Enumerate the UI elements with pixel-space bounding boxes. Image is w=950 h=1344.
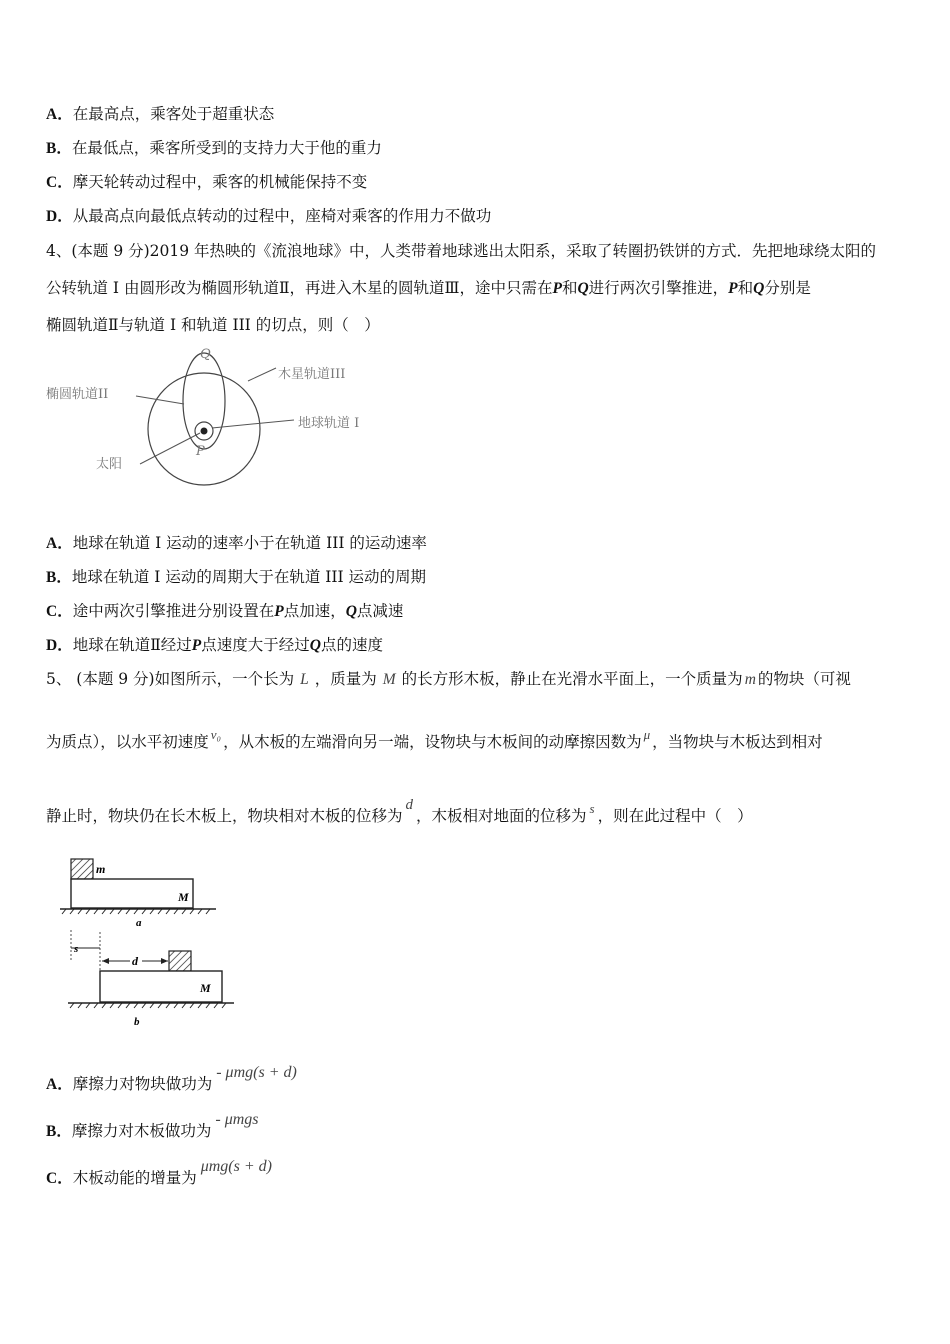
option-text: 地球在轨道 I 运动的速率小于在轨道 III 的运动速率 [72, 534, 427, 552]
option-text: 摩擦力对物块做功为 [72, 1075, 213, 1093]
q3-option-d [46, 204, 491, 226]
q5-stem-line-3 [46, 797, 753, 826]
option-text: 点减速 [356, 602, 404, 620]
q4-option-a [46, 531, 427, 553]
q4-option-c [46, 599, 403, 621]
option-text: 木板动能的增量为 [72, 1169, 197, 1187]
label-q: Q [200, 347, 211, 362]
point-p: P [191, 637, 202, 654]
q5-text: 5、 (本题 9 分)如图所示，一个长为 [46, 670, 295, 688]
formula-b: - μmgs [215, 1111, 259, 1128]
q5-option-a [46, 1064, 297, 1094]
option-text: 摩擦力对木板做功为 [71, 1122, 212, 1140]
earth-leader [212, 420, 294, 428]
q4-option-b [46, 565, 426, 587]
q3-option-c [46, 170, 367, 192]
option-text: 在最高点，乘客处于超重状态 [72, 105, 275, 123]
option-text: 摩天轮转动过程中，乘客的机械能保持不变 [72, 173, 368, 191]
var-l: L [300, 671, 309, 688]
q5-text: ，质量为 [314, 670, 377, 688]
jupiter-leader [248, 368, 276, 381]
point-q: Q [577, 280, 589, 297]
q5-text: ，当物块与木板达到相对 [652, 733, 823, 751]
point-p: P [274, 603, 284, 620]
board-a [71, 879, 193, 908]
label-ellipse-orbit: 椭圆轨道II [46, 387, 109, 402]
point-p: P [728, 280, 738, 297]
label-d: d [132, 954, 138, 968]
q5-option-c [46, 1158, 272, 1188]
label-earth-orbit: 地球轨道 I [298, 416, 360, 431]
option-letter: D． [46, 637, 73, 654]
option-text: 点速度大于经过 [201, 636, 310, 654]
q5-text: 的物块（可视 [757, 670, 851, 688]
point-q: Q [345, 603, 357, 620]
option-letter: B． [46, 140, 72, 157]
option-text: 在最低点，乘客所受到的支持力大于他的重力 [71, 139, 382, 157]
formula-c: μmg(s + d) [200, 1158, 272, 1175]
option-letter: C． [46, 603, 73, 620]
q4-stem-line-2 [46, 276, 811, 298]
option-letter: C． [46, 174, 73, 191]
var-mu: μ [643, 727, 651, 742]
var-m-small: m [744, 671, 756, 688]
q4-stem-line-1 [46, 239, 876, 261]
option-text: 从最高点向最低点转动的过程中，座椅对乘客的作用力不做功 [72, 207, 492, 225]
d-arrowhead-right [161, 958, 168, 964]
option-text: 点加速， [283, 602, 346, 620]
q5-text: ，则在此过程中（ ） [597, 807, 753, 825]
q4-text: 椭圆轨道Ⅱ与轨道 I 和轨道 III 的切点，则（ ） [46, 316, 380, 334]
q4-text: 4、(本题 9 分)2019 年热映的《流浪地球》中，人类带着地球逃出太阳系，采取了转圈扔铁饼的方式．先把地球绕太阳的 [46, 242, 877, 260]
q5-stem-line-1 [46, 667, 851, 689]
q5-text: ，木板相对地面的位移为 [416, 807, 587, 825]
q5-stem-line-2 [46, 727, 823, 752]
label-s: s [74, 943, 79, 955]
var-v0: v₀ [210, 727, 222, 742]
option-letter: A． [46, 535, 73, 552]
label-m-bottom: M [200, 981, 211, 995]
q5-text: 为质点），以水平初速度 [46, 733, 209, 751]
ellipse-orbit [183, 353, 225, 449]
option-text: 地球在轨道 I 运动的周期大于在轨道 III 运动的周期 [71, 568, 427, 586]
option-letter: B． [46, 1123, 72, 1140]
option-text: 点的速度 [320, 636, 383, 654]
option-text: 途中两次引擎推进分别设置在 [72, 602, 275, 620]
q5-text: ，从木板的左端滑向另一端，设物块与木板间的动摩擦因数为 [223, 733, 642, 751]
ellipse-leader [136, 396, 184, 404]
q4-stem-line-3 [46, 313, 380, 335]
option-text: 地球在轨道Ⅱ经过 [72, 636, 192, 654]
label-m-top: M [178, 890, 189, 904]
q3-option-a [46, 102, 274, 124]
point-p: P [552, 280, 562, 297]
label-a: a [136, 917, 142, 929]
q4-option-d [46, 633, 383, 655]
q5-option-b [46, 1111, 259, 1141]
label-p: P [196, 444, 205, 459]
option-letter: A． [46, 106, 73, 123]
option-letter: D． [46, 208, 73, 225]
label-b: b [134, 1016, 140, 1028]
q4-text: 分别是 [764, 279, 811, 297]
q4-text: 进行两次引擎推进， [588, 279, 729, 297]
orbit-diagram [44, 344, 404, 504]
q4-text: 和 [737, 279, 754, 297]
q3-option-b [46, 136, 382, 158]
q4-text: 公转轨道 I 由圆形改为椭圆形轨道Ⅱ，再进入木星的圆轨道Ⅲ，途中只需在 [46, 279, 553, 297]
q5-text: 的长方形木板，静止在光滑水平面上，一个质量为 [401, 670, 743, 688]
option-letter: B． [46, 569, 72, 586]
var-s: s [589, 801, 595, 816]
var-m-large: M [382, 671, 396, 688]
sun-dot [201, 428, 208, 435]
option-letter: A． [46, 1076, 73, 1093]
block-b [169, 951, 191, 971]
point-q: Q [309, 637, 321, 654]
formula-a: - μmg(s + d) [216, 1064, 297, 1081]
label-sun: 太阳 [96, 457, 123, 472]
point-q: Q [753, 280, 765, 297]
d-arrowhead-left [102, 958, 109, 964]
label-jupiter-orbit: 木星轨道III [278, 367, 346, 382]
option-letter: C． [46, 1170, 73, 1187]
block-a [71, 859, 93, 879]
q4-text: 和 [561, 279, 578, 297]
var-d: d [405, 797, 414, 813]
q5-text: 静止时，物块仍在长木板上，物块相对木板的位移为 [46, 807, 403, 825]
block-board-diagram [54, 852, 254, 1032]
label-m: m [96, 862, 106, 876]
